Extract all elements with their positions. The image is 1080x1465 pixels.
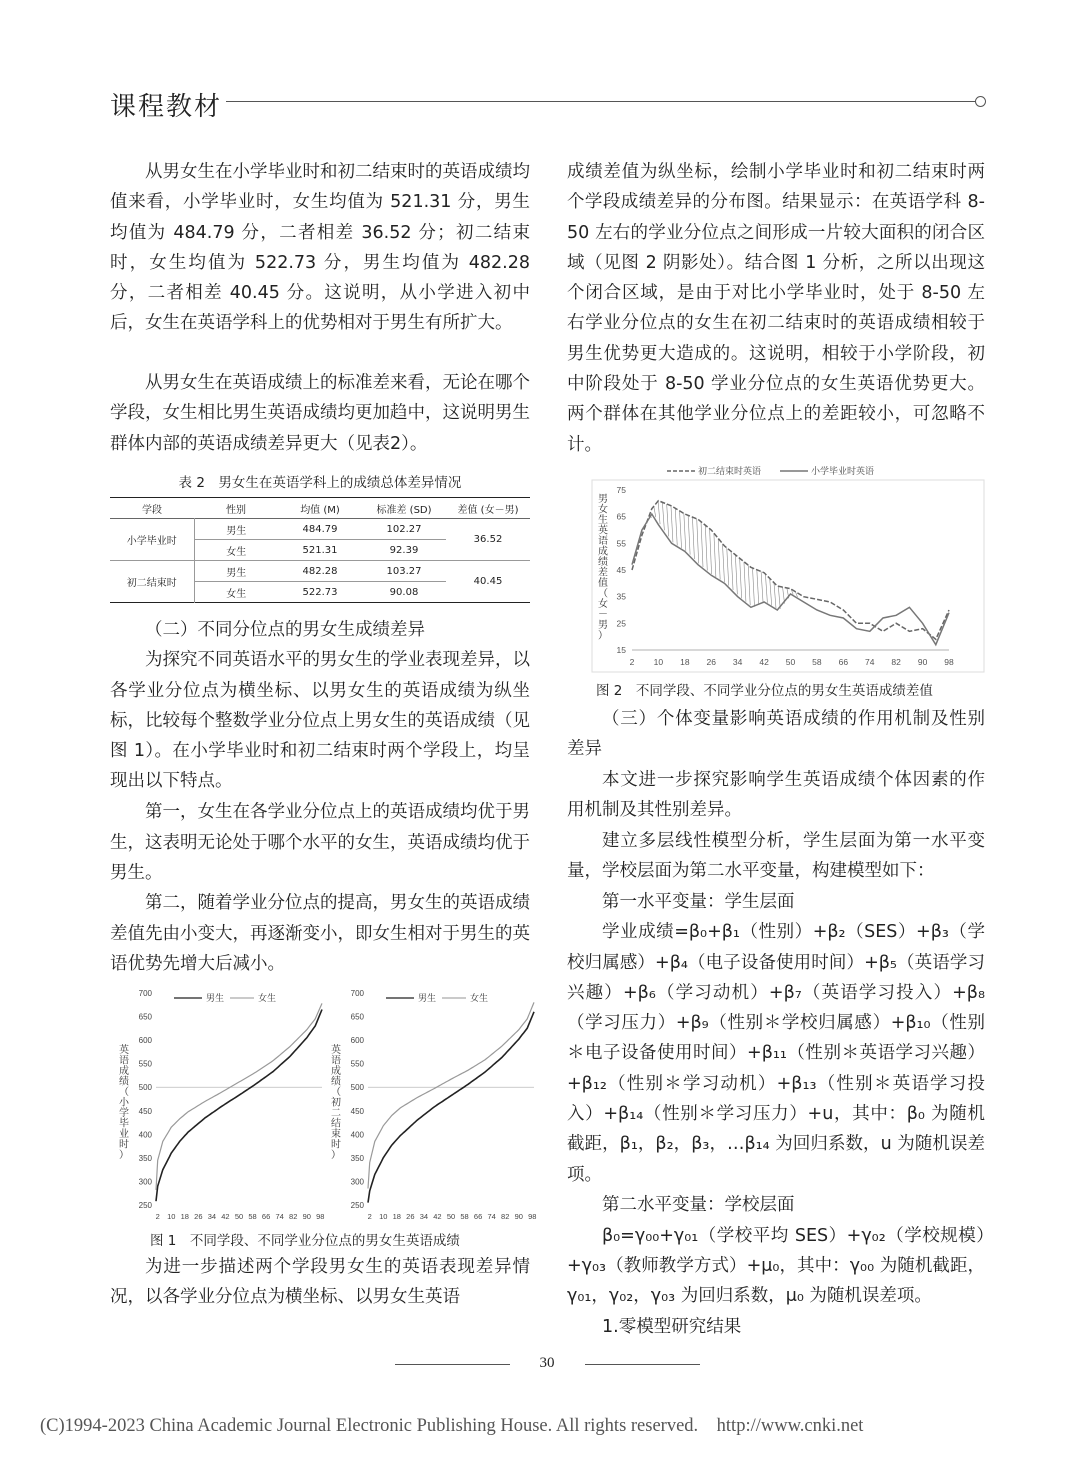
copyright-notice: (C)1994-2023 China Academic Journal Electronic Publishing House. All rights reserved. http://www.cnki.net <box>40 1416 864 1436</box>
section-heading: （三）个体变量影响英语成绩的作用机制及性别差异 <box>567 709 985 760</box>
figure-1-caption: 图 1 不同学段、不同学业分位点的男女生英语成绩 <box>150 1233 460 1249</box>
left-column-bottom <box>110 1252 530 1313</box>
x-tick-label: 2 <box>629 657 635 667</box>
legend-label-female: 女生 <box>258 993 277 1003</box>
shaded-region-hatch <box>658 501 660 524</box>
shaded-region-hatch <box>795 592 797 597</box>
legend-label-primary: 小学毕业时英语 <box>811 466 875 476</box>
mean-cell: 482.28 <box>302 565 338 577</box>
y-tick-label: 55 <box>616 538 626 549</box>
x-tick-label: 98 <box>944 657 954 667</box>
mean-cell: 521.31 <box>302 544 338 556</box>
running-header-title: 课程教材 <box>110 92 223 122</box>
shaded-region-hatch <box>675 508 677 545</box>
y-tick-label: 500 <box>350 1083 364 1093</box>
table-header-cell: 学段 <box>142 504 162 516</box>
chart-frame <box>592 480 984 672</box>
figure-1-left-panel <box>119 989 324 1221</box>
series-line-male <box>156 1010 322 1202</box>
shaded-region-hatch <box>727 548 729 586</box>
left-column-continued <box>110 615 530 979</box>
x-tick-label: 50 <box>446 1212 456 1221</box>
x-tick-label: 26 <box>194 1212 203 1221</box>
y-tick-label: 350 <box>138 1153 152 1163</box>
shaded-region-hatch <box>688 515 690 554</box>
x-tick-label: 90 <box>514 1212 523 1221</box>
legend-label-female: 女生 <box>470 993 489 1003</box>
paragraph: 本文进一步探究影响学生英语成绩个体因素的作用机制及其性别差异。 <box>567 770 985 821</box>
shaded-region-hatch <box>697 519 699 564</box>
stage-cell: 小学毕业时 <box>126 536 177 547</box>
y-tick-label: 700 <box>138 989 152 998</box>
level1-label: 第一水平变量：学生层面 <box>602 892 795 912</box>
x-tick-label: 82 <box>289 1212 298 1221</box>
y-tick-label: 400 <box>138 1130 152 1140</box>
sd-cell: 90.08 <box>389 586 419 598</box>
paragraph: 为进一步描述两个学段男女生的英语表现差异情况，以各学业分位点为横坐标、以男女生英语 <box>110 1257 530 1308</box>
x-tick-label: 50 <box>785 657 796 667</box>
x-tick-label: 50 <box>234 1212 244 1221</box>
y-tick-label: 650 <box>138 1012 152 1022</box>
y-axis-label: 男女生英语成绩差值（女－男） <box>598 494 608 642</box>
y-tick-label: 300 <box>138 1177 152 1187</box>
y-tick-label: 250 <box>350 1201 364 1210</box>
y-tick-label: 550 <box>350 1059 364 1069</box>
x-tick-label: 42 <box>759 657 769 667</box>
x-tick-label: 26 <box>706 657 716 667</box>
x-tick-label: 90 <box>917 657 928 667</box>
x-tick-label: 66 <box>473 1212 483 1221</box>
x-tick-label: 90 <box>302 1212 311 1221</box>
x-tick-label: 2 <box>155 1212 160 1221</box>
x-tick-label: 26 <box>406 1212 415 1221</box>
y-axis-label: 英语成绩（小学毕业时） <box>119 1045 129 1161</box>
shaded-region-hatch <box>714 533 716 577</box>
gender-cell: 女生 <box>194 540 278 561</box>
x-tick-label: 42 <box>433 1212 442 1221</box>
footer-rule-right <box>585 1364 700 1365</box>
y-tick-label: 35 <box>616 591 626 602</box>
shaded-region-hatch <box>710 529 712 574</box>
paragraph: 从男女生在小学毕业时和初二结束时的英语成绩均值来看，小学毕业时，女生均值为 521.31 分，男生均值为 484.79 分，二者相差 36.52 分；初二结束时，女生均值为 522.73 分，男生均值为 482.28 分，二者相差 40.45 分。这说明，从小学进入初中后，女生在英语学科上的优势相对于男生有所扩大。 <box>110 162 530 334</box>
y-axis-label: 英语成绩（初二结束时） <box>331 1045 341 1161</box>
y-tick-label: 75 <box>616 485 626 495</box>
x-tick-label: 18 <box>180 1212 189 1221</box>
x-tick-label: 18 <box>392 1212 401 1221</box>
figure-2 <box>567 462 987 674</box>
x-tick-label: 74 <box>275 1212 284 1221</box>
table-2 <box>110 497 530 603</box>
shaded-region-hatch <box>774 583 776 608</box>
x-tick-label: 2 <box>367 1212 372 1221</box>
level2-label: 第二水平变量：学校层面 <box>602 1195 795 1216</box>
x-tick-label: 34 <box>732 657 743 667</box>
subsection-heading: 1.零模型研究结果 <box>602 1316 742 1337</box>
figure-1-right-panel <box>331 989 536 1221</box>
x-tick-label: 10 <box>379 1212 388 1221</box>
y-tick-label: 450 <box>350 1106 364 1116</box>
shaded-region-hatch <box>735 555 737 595</box>
series-line-male <box>368 1012 534 1203</box>
y-tick-label: 350 <box>350 1153 364 1163</box>
x-tick-label: 98 <box>316 1212 325 1221</box>
diff-cell: 36.52 <box>473 534 503 545</box>
left-column <box>110 157 530 459</box>
x-tick-label: 58 <box>460 1212 469 1221</box>
x-tick-label: 82 <box>891 657 901 667</box>
shaded-region-hatch <box>731 551 733 590</box>
table-header-cell: 均值 (M) <box>300 504 340 516</box>
shaded-region-hatch <box>667 504 669 536</box>
x-tick-label: 66 <box>261 1212 271 1221</box>
series-line-grade8 <box>632 501 949 640</box>
shaded-region-hatch <box>765 574 767 603</box>
level1-formula: 学业成绩=β₀+β₁（性别）+β₂（SES）+β₃（学校归属感）+β₄（电子设备使用时间）+β₅（英语学习兴趣）+β₆（学习动机）+β₇（英语学习投入）+β₈（学习压力）+β₉（性别＊学校归属感）+β₁₀（性别＊电子设备使用时间）+β₁₁（性别＊英语学习兴趣）+β₁₂（性别＊学习动机）+β₁₃（性别＊英语学习投入）+β₁₄（性别＊学习压力）+u，其中：β₀ 为随机截距，β₁，β₂，β₃，…β₁₄ 为回归系数，u 为随机误差项。 <box>567 922 985 1185</box>
table-row <box>110 561 530 582</box>
shaded-region-hatch <box>757 570 759 605</box>
y-tick-label: 300 <box>350 1177 364 1187</box>
x-tick-label: 98 <box>528 1212 537 1221</box>
gender-cell: 男生 <box>194 561 278 582</box>
x-tick-label: 34 <box>207 1212 217 1221</box>
shaded-region-hatch <box>705 525 707 570</box>
legend-label-male: 男生 <box>418 993 437 1003</box>
gender-cell: 男生 <box>194 519 278 540</box>
y-tick-label: 15 <box>616 645 626 655</box>
legend-label-male: 男生 <box>206 993 225 1003</box>
page-number: 30 <box>539 1355 555 1371</box>
stage-cell: 初二结束时 <box>126 578 177 589</box>
table-row <box>110 519 530 540</box>
shaded-region-hatch <box>692 517 694 559</box>
y-tick-label: 25 <box>616 618 626 629</box>
right-column <box>567 157 985 460</box>
figure-1 <box>110 983 535 1223</box>
x-tick-label: 58 <box>812 657 822 667</box>
y-tick-label: 600 <box>350 1036 364 1046</box>
shaded-region-hatch <box>753 568 755 607</box>
shaded-region-hatch <box>722 544 724 583</box>
table-header-cell: 标准差 (SD) <box>376 504 432 516</box>
shaded-region-hatch <box>718 538 720 579</box>
shaded-region-hatch <box>748 565 750 605</box>
x-tick-label: 82 <box>501 1212 510 1221</box>
level2-formula: β₀=γ₀₀+γ₀₁（学校平均 SES）+γ₀₂（学校规模）+γ₀₃（教师教学方式）+μ₀，其中：γ₀₀ 为随机截距，γ₀₁，γ₀₂，γ₀₃ 为回归系数，μ₀ 为随机误差项。 <box>567 1225 985 1307</box>
shaded-region-hatch <box>744 562 746 602</box>
diff-cell: 40.45 <box>473 576 503 587</box>
x-tick-label: 74 <box>487 1212 496 1221</box>
section-heading: （二）不同分位点的男女生成绩差异 <box>145 620 425 640</box>
x-tick-label: 74 <box>865 657 875 667</box>
table-caption: 表 2 男女生在英语学科上的成绩总体差异情况 <box>178 475 462 491</box>
header-rule-end-circle <box>975 96 986 107</box>
y-tick-label: 65 <box>616 511 626 522</box>
shaded-region-hatch <box>761 571 763 603</box>
shaded-region-hatch <box>701 522 703 567</box>
paragraph: 第二，随着学业分位点的提高，男女生的英语成绩差值先由小变大，再逐渐变小，即女生相对于男生的英语优势先增大后减小。 <box>110 893 530 974</box>
footer-rule-left <box>395 1364 510 1365</box>
mean-cell: 484.79 <box>302 523 338 535</box>
figure-2-caption: 图 2 不同学段、不同学业分位点的男女生英语成绩差值 <box>596 683 933 699</box>
paragraph: 建立多层线性模型分析，学生层面为第一水平变量，学校层面为第二水平变量，构建模型如下： <box>567 831 985 882</box>
paragraph: 成绩差值为纵坐标，绘制小学毕业时和初二结束时两个学段成绩差异的分布图。结果显示：在英语学科 8-50 左右的学业分位点之间形成一片较大面积的闭合区域（见图 2 阴影处）。结合图 1 分析，之所以出现这个闭合区域，是由于对比小学毕业时，处于 8-50 左右学业分位点的女生在初二结束时的英语成绩相较于男生优势更大造成的。这说明，相较于小学阶段，初中阶段处于 8-50 学业分位点的女生英语优势更大。两个群体在其他学业分位点上的差距较小，可忽略不计。 <box>567 162 985 455</box>
shaded-region-hatch <box>778 586 780 609</box>
series-line-primary <box>632 514 949 645</box>
y-tick-label: 600 <box>138 1036 152 1046</box>
right-column-continued <box>567 704 985 1342</box>
series-line-female <box>156 1003 322 1190</box>
sd-cell: 103.27 <box>386 565 422 577</box>
shaded-region-hatch <box>680 511 682 548</box>
y-tick-label: 550 <box>138 1059 152 1069</box>
x-tick-label: 42 <box>221 1212 230 1221</box>
x-tick-label: 58 <box>248 1212 257 1221</box>
table-header-cell: 差值 (女－男) <box>457 504 519 516</box>
x-tick-label: 18 <box>680 657 690 667</box>
shaded-region-hatch <box>684 513 686 550</box>
header-rule <box>226 101 976 102</box>
legend-label-grade8: 初二结束时英语 <box>698 466 762 476</box>
shaded-region-hatch <box>740 558 742 598</box>
figure-2-plot <box>592 465 984 672</box>
y-tick-label: 45 <box>616 565 626 575</box>
shaded-region-hatch <box>671 506 673 543</box>
y-tick-label: 650 <box>350 1012 364 1022</box>
y-tick-label: 400 <box>350 1130 364 1140</box>
y-tick-label: 500 <box>138 1083 152 1093</box>
y-tick-label: 250 <box>138 1201 152 1210</box>
gender-cell: 女生 <box>194 582 278 603</box>
y-tick-label: 450 <box>138 1106 152 1116</box>
x-tick-label: 10 <box>167 1212 176 1221</box>
shaded-region-hatch <box>654 506 656 517</box>
x-tick-label: 34 <box>419 1212 429 1221</box>
shaded-region-hatch <box>662 502 664 530</box>
paragraph: 为探究不同英语水平的男女生的学业表现差异，以各学业分位点为横坐标、以男女生的英语成绩为纵坐标，比较每个整数学业分位点上男女生的英语成绩（见图 1）。在小学毕业时和初二结束时两个学段上，均呈现出以下特点。 <box>110 650 530 792</box>
shaded-region-hatch <box>770 578 772 605</box>
y-tick-label: 700 <box>350 989 364 998</box>
table-header-cell: 性别 <box>226 504 246 516</box>
sd-cell: 102.27 <box>386 523 422 535</box>
mean-cell: 522.73 <box>302 586 338 598</box>
paragraph: 从男女生在英语成绩上的标准差来看，无论在哪个学段，女生相比男生英语成绩均更加趋中，这说明男生群体内部的英语成绩差异更大（见表2）。 <box>110 373 530 454</box>
paragraph: 第一，女生在各学业分位点上的英语成绩均优于男生，这表明无论处于哪个水平的女生，英语成绩均优于男生。 <box>110 802 530 883</box>
sd-cell: 92.39 <box>389 544 419 556</box>
x-tick-label: 10 <box>653 657 664 667</box>
x-tick-label: 66 <box>838 657 849 667</box>
